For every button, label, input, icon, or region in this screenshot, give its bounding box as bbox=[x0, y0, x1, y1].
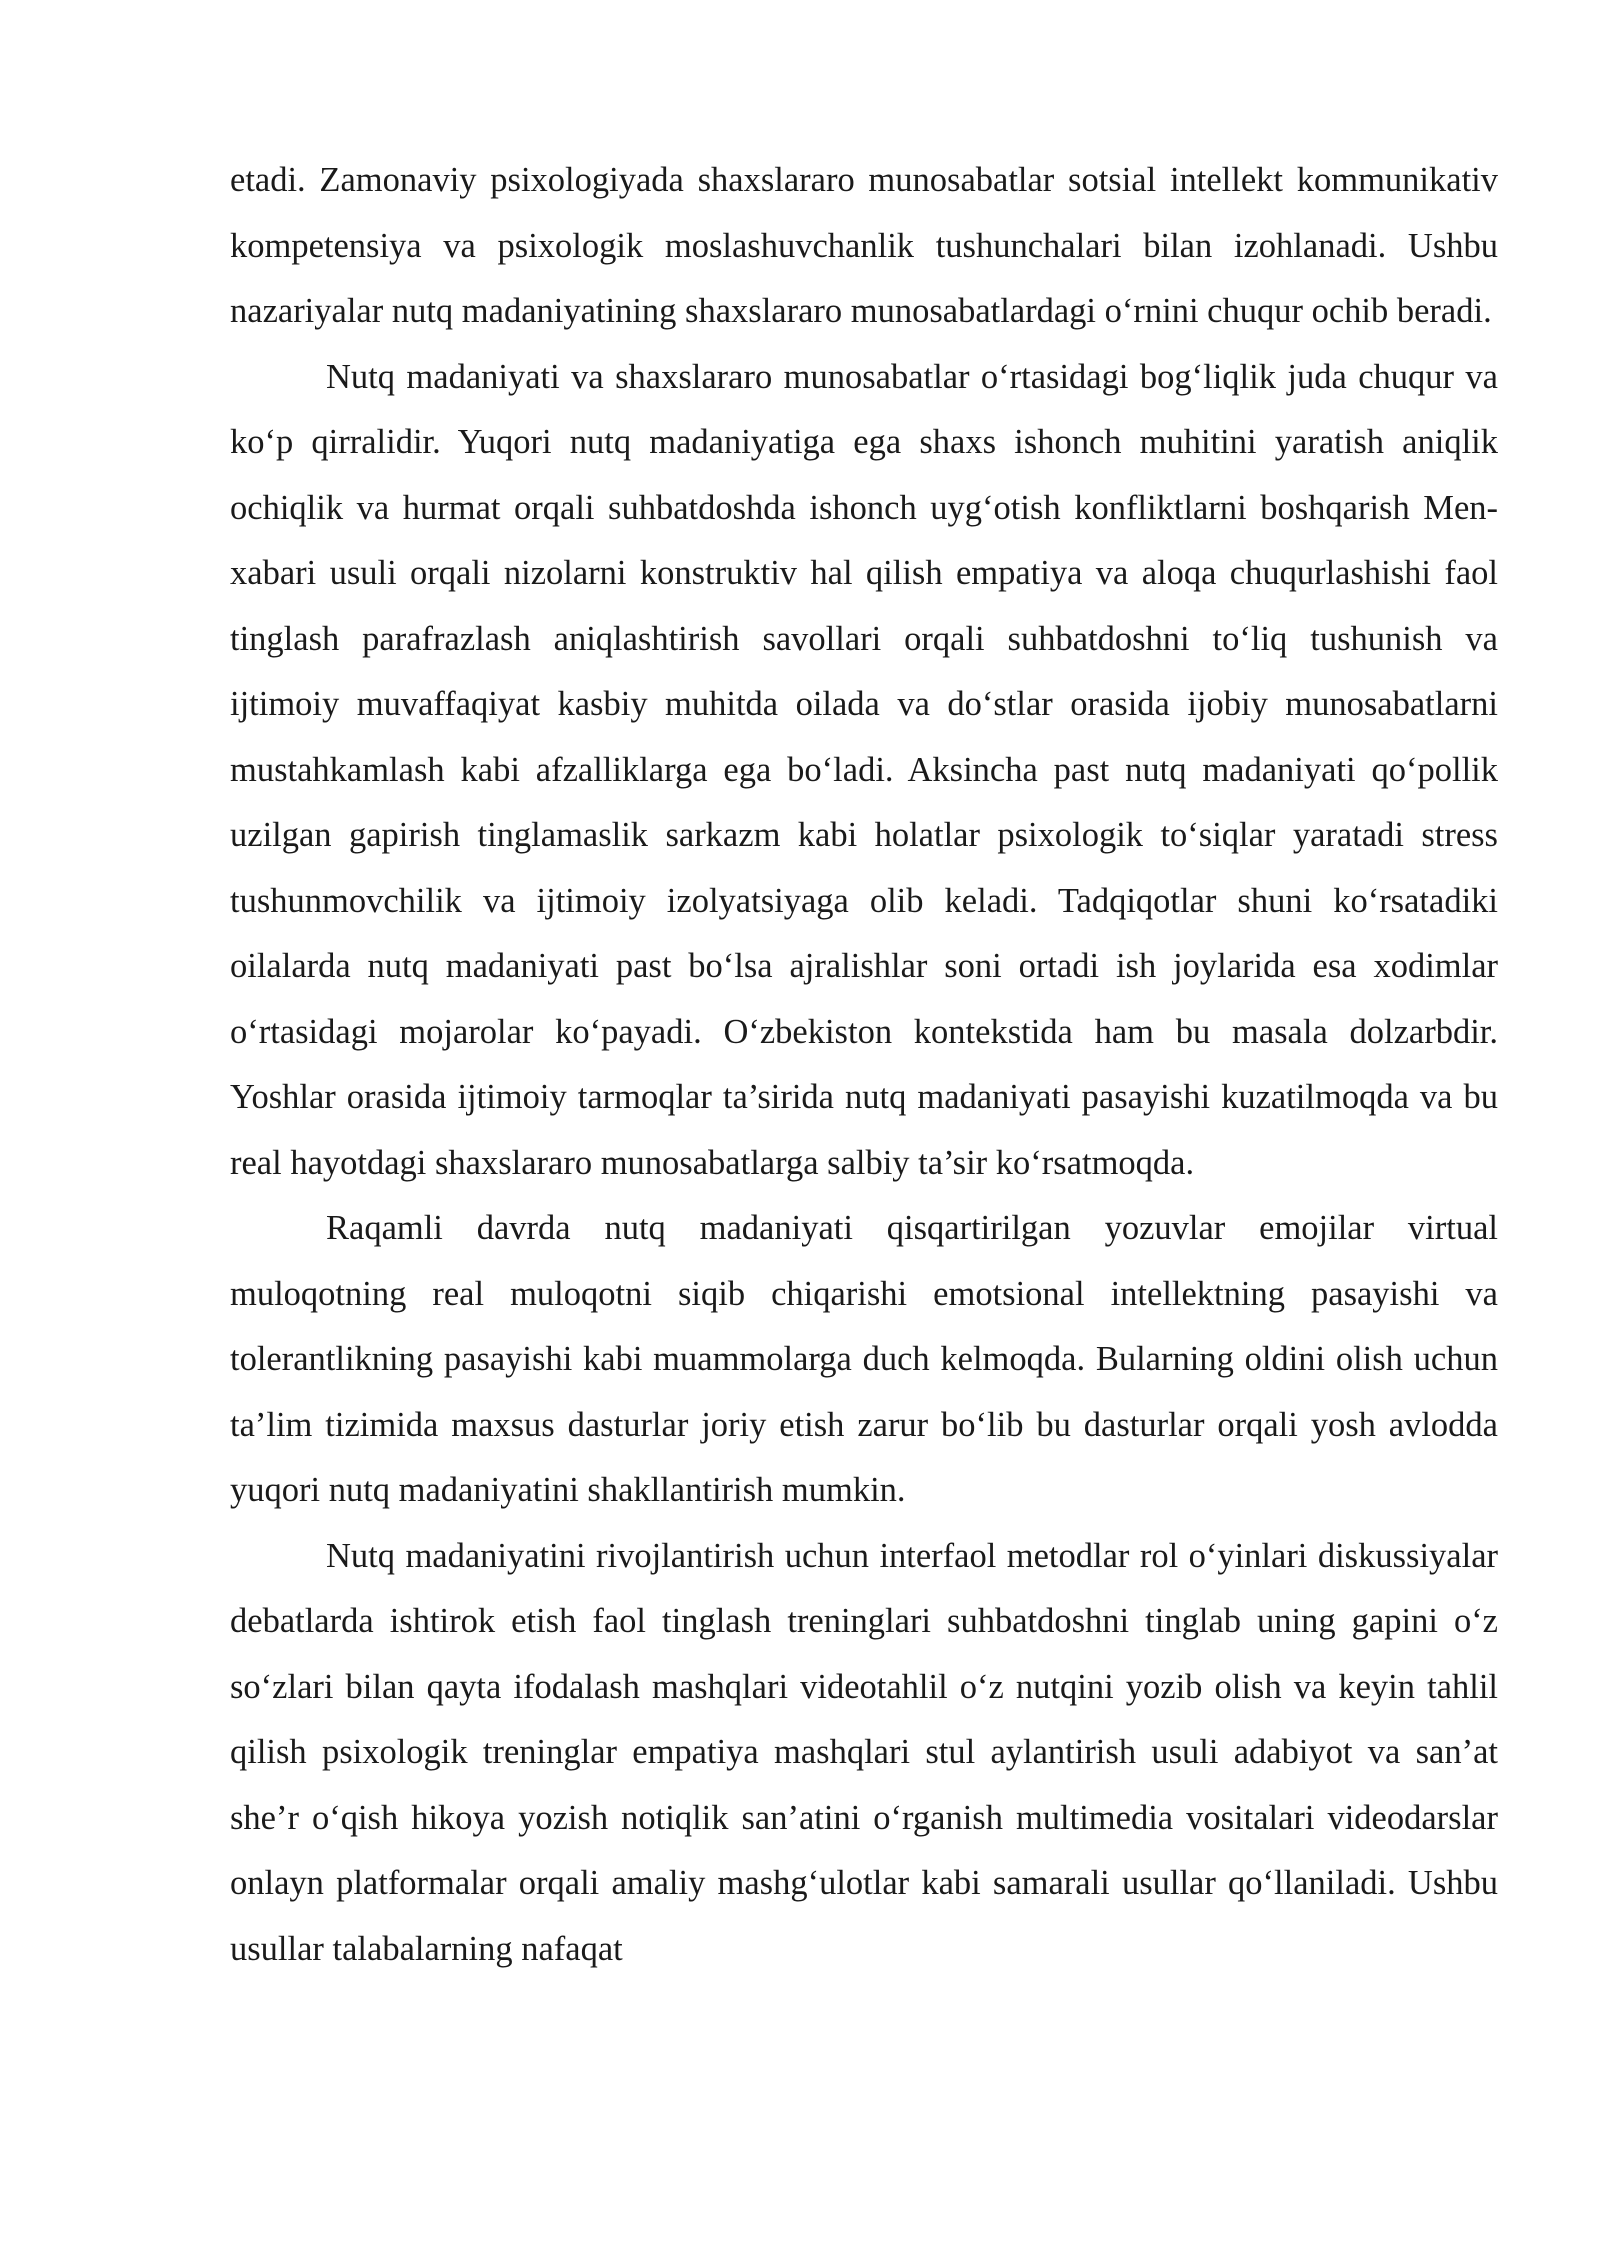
paragraph-4: Nutq madaniyatini rivojlantirish uchun interfaol metodlar rol o‘yinlari diskussiyalar debatlarda ishtirok etish faol tinglash treninglari suhbatdoshni tinglab uning gapini o‘z so‘zlari bilan qayta ifodalash mashqlari videotahlil o‘z nutqini yozib olish va keyin tahlil qilish psixologik treninglar empatiya mashqlari stul aylantirish usuli adabiyot va san’at she’r o‘qish hikoya yozish notiqlik san’atini o‘rganish multimedia vositalari videodarslar onlayn platformalar orqali amaliy mashg‘ulotlar kabi samarali usullar qo‘llaniladi. Ushbu usullar talabalarning nafaqat bbox=[230, 1536, 1498, 1968]
paragraph-2: Nutq madaniyati va shaxslararo munosabatlar o‘rtasidagi bog‘liqlik juda chuqur va ko‘p qirralidir. Yuqori nutq madaniyatiga ega shaxs ishonch muhitini yaratish aniqlik ochiqlik va hurmat orqali suhbatdoshda ishonch uyg‘otish konfliktlarni boshqarish Men-xabari usuli orqali nizolarni konstruktiv hal qilish empatiya va aloqa chuqurlashishi faol tinglash parafrazlash aniqlashtirish savollari orqali suhbatdoshni to‘liq tushunish va ijtimoiy muvaffaqiyat kasbiy muhitda oilada va do‘stlar orasida ijobiy munosabatlarni mustahkamlash kabi afzalliklarga ega bo‘ladi. Aksincha past nutq madaniyati qo‘pollik uzilgan gapirish tinglamaslik sarkazm kabi holatlar psixologik to‘siqlar yaratadi stress tushunmovchilik va ijtimoiy izolyatsiyaga olib keladi. Tadqiqotlar shuni ko‘rsatadiki oilalarda nutq madaniyati past bo‘lsa ajralishlar soni ortadi ish joylarida esa xodimlar o‘rtasidagi mojarolar ko‘payadi. O‘zbekiston kontekstida ham bu masala dolzarbdir. Yoshlar orasida ijtimoiy tarmoqlar ta’sirida nutq madaniyati pasayishi kuzatilmoqda va bu real hayotdagi shaxslararo munosabatlarga salbiy ta’sir ko‘rsatmoqda. bbox=[230, 357, 1498, 1182]
paragraph-1: etadi. Zamonaviy psixologiyada shaxslararo munosabatlar sotsial intellekt kommunikativ kompetensiya va psixologik moslashuvchanlik tushunchalari bilan izohlanadi. Ushbu nazariyalar nutq madaniyatining shaxslararo munosabatlardagi o‘rnini chuqur ochib beradi. bbox=[230, 161, 1498, 330]
document-page bbox=[230, 148, 1498, 1982]
paragraph-3: Raqamli davrda nutq madaniyati qisqartirilgan yozuvlar emojilar virtual muloqotning real muloqotni siqib chiqarishi emotsional intellektning pasayishi va tolerantlikning pasayishi kabi muammolarga duch kelmoqda. Bularning oldini olish uchun ta’lim tizimida maxsus dasturlar joriy etish zarur bo‘lib bu dasturlar orqali yosh avlodda yuqori nutq madaniyatini shakllantirish mumkin. bbox=[230, 1209, 1498, 1509]
